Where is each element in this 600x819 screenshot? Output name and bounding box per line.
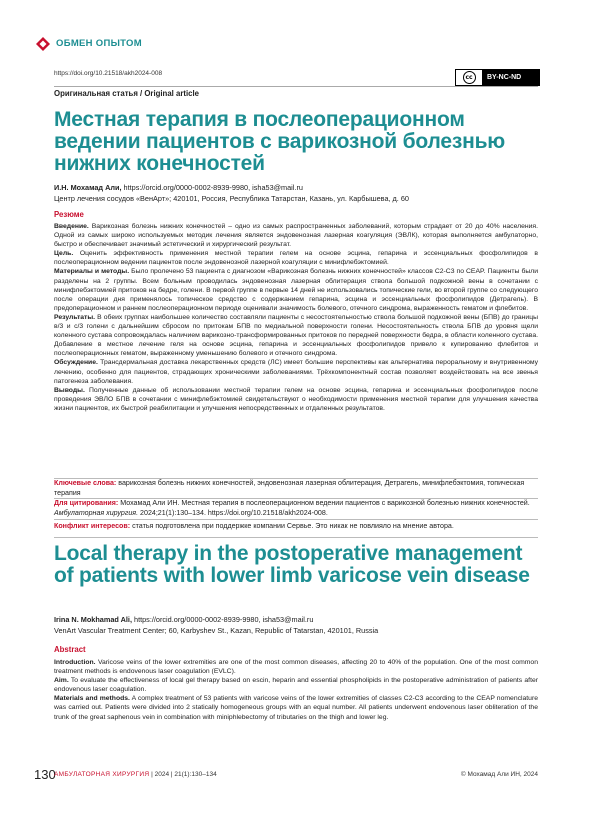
author-contacts[interactable]: https://orcid.org/0000-0002-8939-9980, isha53@mail.ru bbox=[131, 615, 314, 624]
divider bbox=[54, 519, 538, 520]
citation-label: Для цитирования: bbox=[54, 499, 119, 507]
keywords bbox=[54, 478, 538, 498]
license-badge[interactable] bbox=[455, 69, 540, 86]
copyright: © Мохамад Али ИН, 2024 bbox=[460, 771, 538, 778]
section-label: ОБМЕН ОПЫТОМ bbox=[56, 38, 142, 49]
abstract-heading: Abstract bbox=[54, 645, 86, 654]
article-type: Оригинальная статья / Original article bbox=[54, 89, 199, 98]
creative-commons-icon: cc bbox=[456, 70, 483, 85]
divider bbox=[54, 537, 538, 538]
affiliation-ru: Центр лечения сосудов «ВенАрт»; 420101, Россия, Республика Татарстан, Казань, ул. Карбышева, д. 60 bbox=[54, 194, 409, 203]
citation-doi[interactable]: 2024;21(1):130–134. https://doi.org/10.21518/akh2024-008. bbox=[138, 509, 328, 517]
abstract-intro: Введение. Варикозная болезнь нижних конечностей – одно из самых распространенных заболеваний, которым страдает от 20 до 40% населения. Одной из самых широко используемых методик лечения является эндовенозная лазерная коагуляция (ЭВЛК), которая выполняется амбулаторно, быстро и обеспечивает значимый эстетический и хирургический результат. bbox=[54, 223, 538, 249]
abstract-en bbox=[54, 658, 538, 722]
author-name: И.Н. Мохамад Али, bbox=[54, 183, 122, 192]
keywords-label: Ключевые слова: bbox=[54, 479, 117, 487]
resume-heading: Резюме bbox=[54, 210, 84, 219]
page-number: 130 bbox=[34, 767, 56, 782]
section-badge-icon bbox=[36, 37, 50, 51]
author-line-en bbox=[54, 615, 313, 624]
abstract-conclusions: Выводы. Полученные данные об использовании местной терапии гелем на основе эсцина, гепарина и эссенциальных фосфолипидов после проведения ЭВЛО БПВ в сочетании с минифлебэктомией свидетельствуют о необходимости применения местной терапии для улучшения качества жизни пациентов, их быстрой реабилитации и улучшения непосредственных и отдаленных результатов. bbox=[54, 386, 538, 412]
keywords-text: варикозная болезнь нижних конечностей, эндовенозная лазерная облитерация, Детрагель, минифлебэктомия, топическая терапия bbox=[54, 479, 525, 497]
author-line-ru bbox=[54, 183, 303, 192]
abstract-methods: Materials and methods. A complex treatment of 53 patients with varicose veins of the lower extremities of classes C2-C3 according to the CEAP nomenclature was carried out. Patients were divided into 2 statically homogeneous groups with an equal number. All patients underwent endovenous laser obliteration of the trunk of the great saphenous vein in combination with miniphlebectomy of tributaries on the thigh and lower leg. bbox=[54, 695, 538, 721]
doi-link[interactable]: https://doi.org/10.21518/akh2024-008 bbox=[54, 70, 163, 77]
author-name: Irina N. Mokhamad Ali, bbox=[54, 615, 132, 624]
journal-issue: 2024 | 21(1):130–134 bbox=[154, 771, 217, 778]
abstract-aim: Aim. To evaluate the effectiveness of local gel therapy based on escin, heparin and essential phospholipids in the postoperative administration of patients after endovenous laser coagulation. bbox=[54, 677, 538, 694]
abstract-methods: Материалы и методы. Было пролечено 53 пациента с диагнозом «Варикозная болезнь нижних конечностей» классов С2-С3 по CEAP. Пациенты были разделены на 2 группы. Всем больным проводилась эндовенозная лазерная облитерация ствола большой подкожной вены в сочетании с минифлебэктомией притоков на бедре, голени. В первой группе в первые 14 дней не использовались топические гели, во второй группе со следующего после операции дня применялось топическое средство с содержанием гепарина, эсцина и эссенциальных фосфолипидов (Детрагель). В предоперационном и раннем послеоперационном периоде оценивали значимость болевого, отечного синдрома, выраженность гематом и флебитов. bbox=[54, 268, 538, 312]
abstract-results: Результаты. В обеих группах наибольшее количество составляли пациенты с несостоятельностью ствола большой подкожной вены (БПВ) до границы в/3 и с/3 голени с дальнейшим сбросом по притокам БПВ по медиальной поверхности голени. Несостоятельность ствола БПВ до уровня щели коленного сустава сопровождалась наличием варикозно-трансформированных притоков по передней поверхности бедра, в области коленного сустава. Добавление в местное лечение геля на основе эсцина, гепарина и эссенциальных фосфолипидов привело к купированию флебитов и послеоперационных гематом, выраженному уменьшению болевого и отечного синдрома. bbox=[54, 313, 538, 358]
abstract-aim: Цель. Оценить эффективность применения местной терапии гелем на основе эсцина, гепарина и эссенциальных фосфолипидов в послеоперационном ведении пациентов после эндовенозной лазерной коагуляции с минифлебэктомией. bbox=[54, 250, 538, 267]
article-title-ru: Местная терапия в послеоперационном ведении пациентов с варикозной болезнью нижних конечностей bbox=[54, 108, 506, 176]
abstract-intro: Introduction. Varicose veins of the lower extremities are one of the most common diseases, affecting 20 to 40% of the population. One of the most common treatment methods is endovenous laser coagulation (EVLC). bbox=[54, 659, 538, 676]
license-label: BY-NC-ND bbox=[487, 74, 522, 81]
conflict-of-interest: Конфликт интересов: статья подготовлена при поддержке компании Сервье. Это никак не повлияло на мнение автора. bbox=[54, 522, 454, 530]
citation: Для цитирования: Мохамад Али ИН. Местная терапия в послеоперационном ведении пациентов с варикозной болезнью нижних конечностей. Амбулаторная хирургия. 2024;21(1):130–134. https://doi.org/10.21518/akh2024-008. bbox=[54, 499, 530, 517]
footer-journal: АМБУЛАТОРНАЯ ХИРУРГИЯ | 2024 | 21(1):130–134 bbox=[54, 771, 217, 778]
affiliation-en: VenArt Vascular Treatment Center; 60, Karbyshev St., Kazan, Republic of Tatarstan, 420101, Russia bbox=[54, 626, 379, 635]
header-divider bbox=[54, 86, 538, 87]
author-contacts[interactable]: https://orcid.org/0000-0002-8939-9980, isha53@mail.ru bbox=[121, 183, 303, 192]
conflict-label: Конфликт интересов: bbox=[54, 522, 131, 530]
abstract-ru bbox=[54, 222, 538, 413]
article-title-en: Local therapy in the postoperative management of patients with lower limb varicose vein disease bbox=[54, 542, 530, 588]
abstract-discussion: Обсуждение. Трансдермальная доставка лекарственных средств (ЛС) имеет большие перспективы как альтернатива пероральному и внутривенному лечению, особенно для пациентов, страдающих хроническими заболеваниями. Трёхкомпонентный состав позволяет воздействовать на все звенья патогенеза заболевания. bbox=[54, 359, 538, 385]
journal-name: АМБУЛАТОРНАЯ ХИРУРГИЯ bbox=[54, 771, 150, 778]
